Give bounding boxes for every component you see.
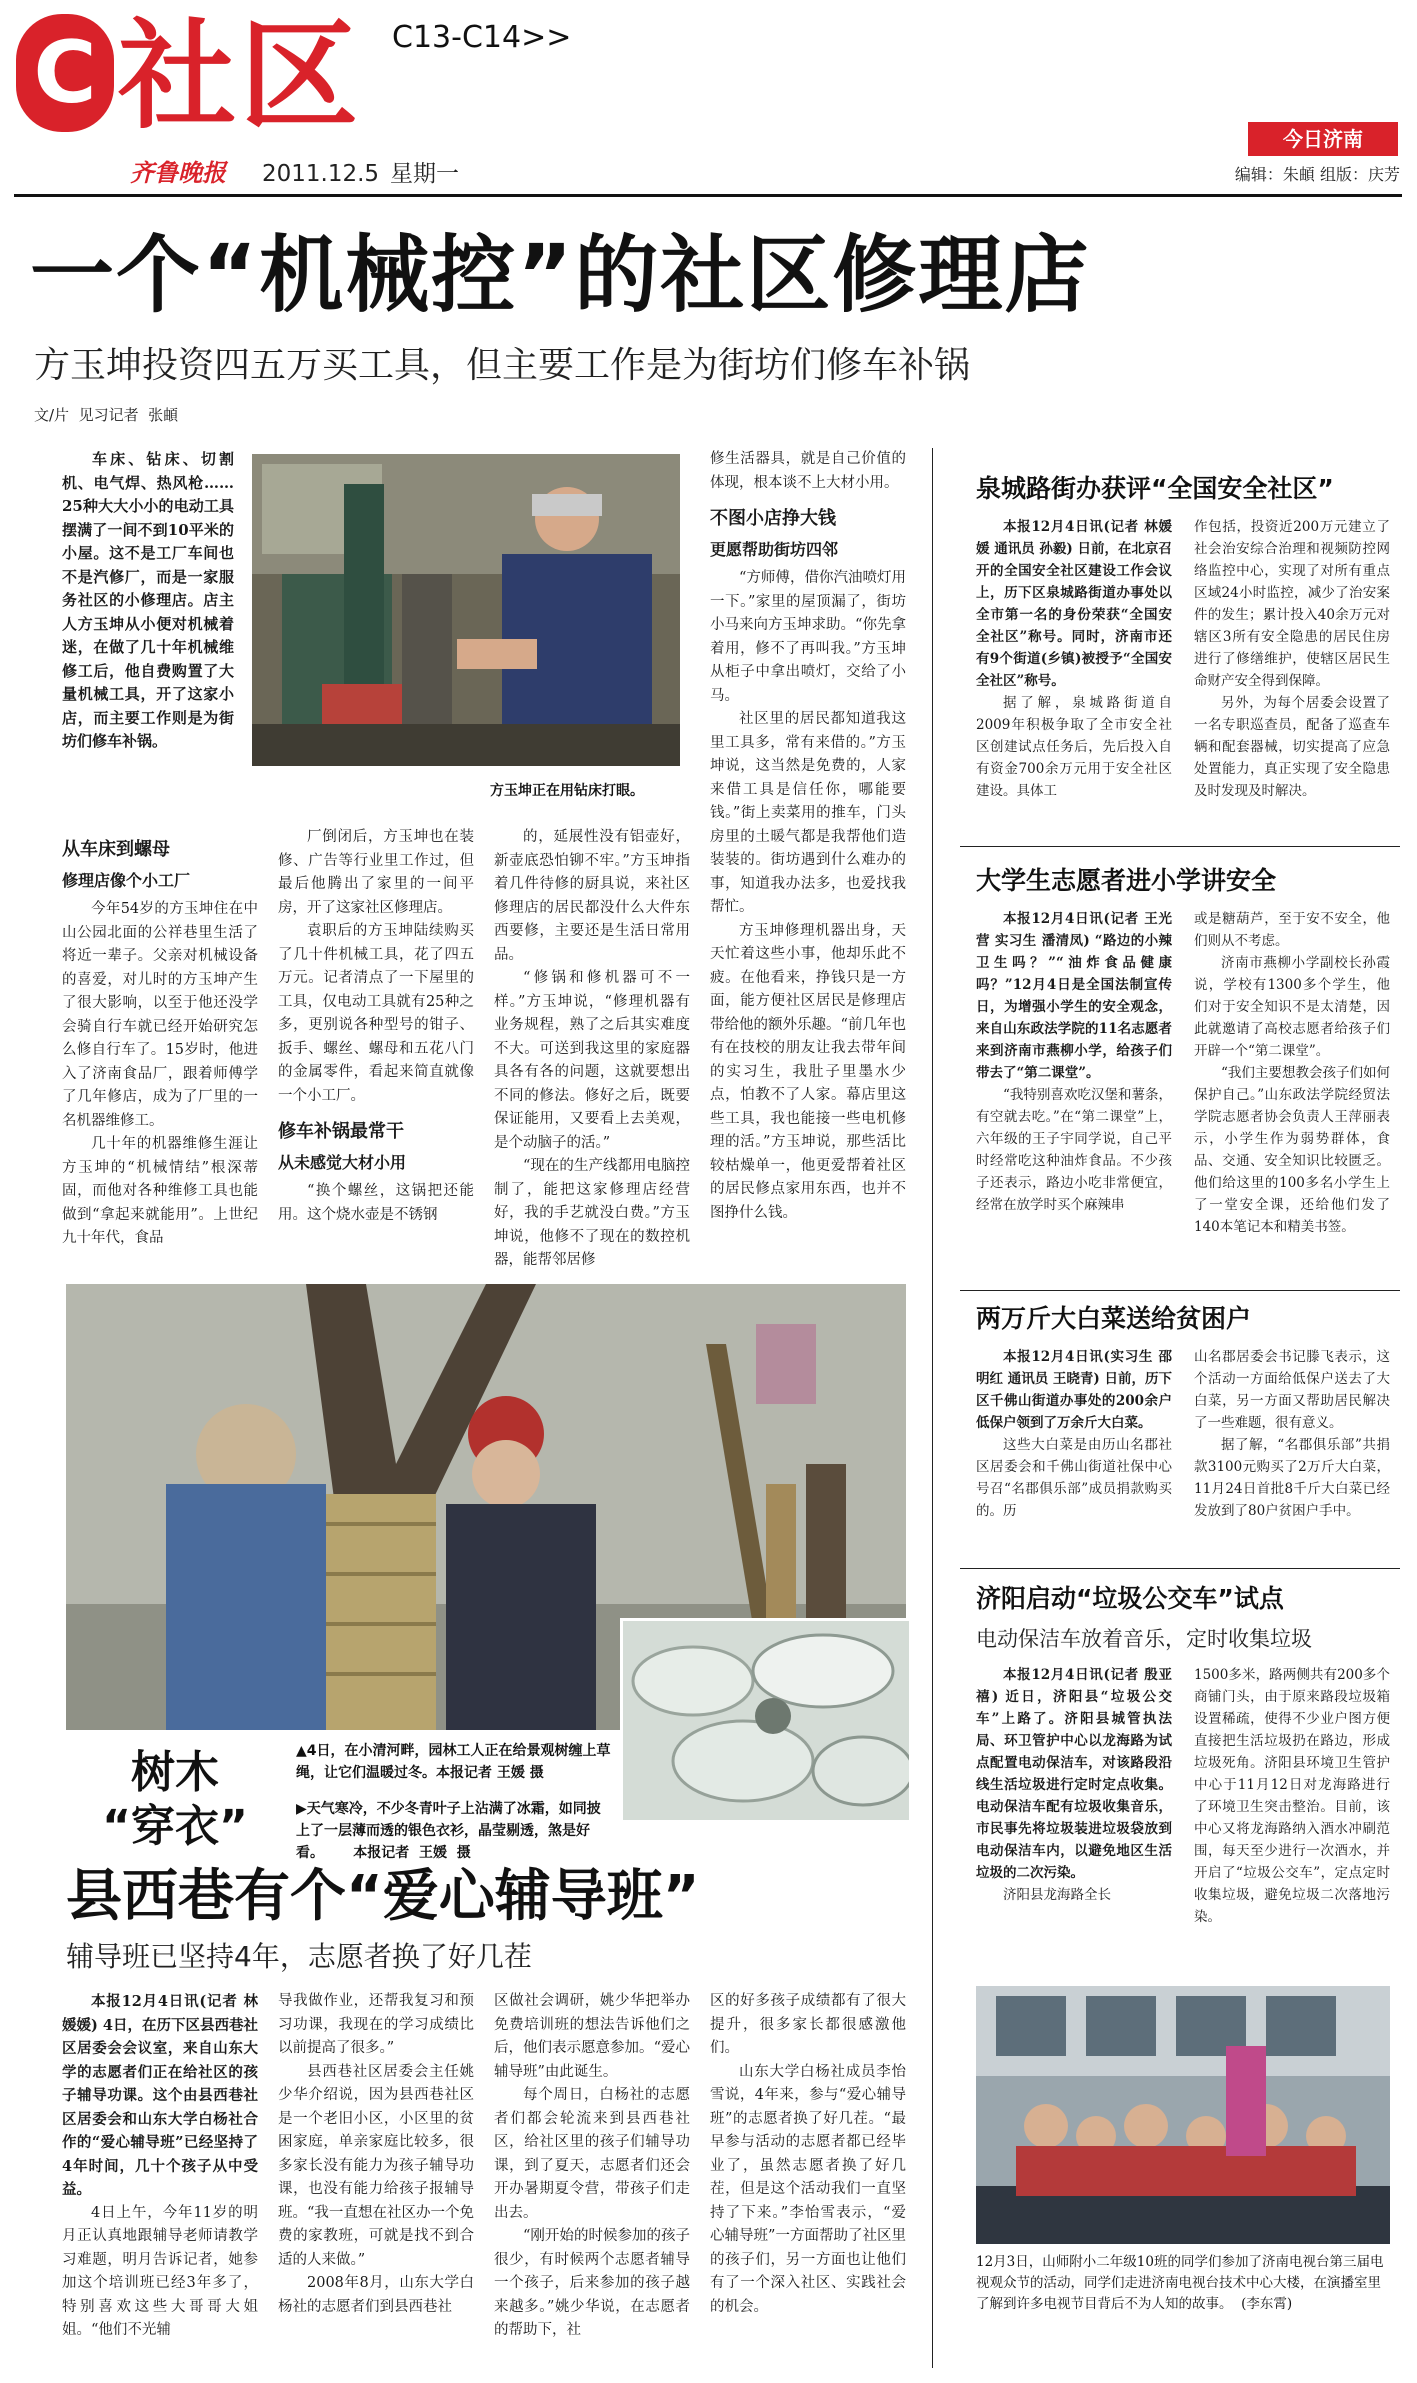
lead-intro [62, 448, 234, 818]
tutoring-col3-p3: “刚开始的时候参加的孩子很少，有时候两个志愿者辅导一个孩子，后来参加的孩子越来越多。”姚少华说，在志愿者的帮助下，社 [494, 2228, 690, 2338]
lead-section1-title: 从车床到螺母 [62, 839, 170, 860]
right-story2-headline: 大学生志愿者进小学讲安全 [976, 866, 1277, 895]
tree-feature-title [90, 1746, 260, 1854]
tutoring-col1-p2: 4日上午，今年11岁的明月正认真地跟辅导老师请教学习难题，明月告诉记者，她参加这个培训班已经3年多了，特别喜欢这些大哥哥大姐姐。“他们不光辅 [62, 2204, 258, 2338]
right-story4-col-b [1194, 1664, 1390, 1964]
right-story1-a-p2: 据了解，泉城路街道自2009年积极争取了全市安全社区创建试点任务后，先后投入自有资金700余万元用于安全社区建设。具体工 [976, 695, 1172, 799]
masthead-rule [14, 194, 1402, 197]
lead-col4-p2: “方师傅，借你汽油喷灯用一下。”家里的屋顶漏了，街坊小马来向方玉坤求助。“你先拿着用，修不了再叫我。”方玉坤从柜子中拿出喷灯，交给了小马。 [710, 570, 906, 704]
lead-col1-p1: 今年54岁的方玉坤住在中山公园北面的公祥巷里生活了将近一辈子。父亲对机械设备的喜爱，对儿时的方玉坤产生了很大影响，以至于他还没学会骑自行车就已经开始研究怎么修自行车了。15岁时，他进入了济南食品厂，跟着师傅学了几年修店，成为了厂里的一名机器维修工。 [62, 901, 258, 1129]
lead-section2-subtitle: 从未感觉大材小用 [278, 1153, 407, 1172]
page-range: C13-C14>> [392, 20, 572, 55]
right-story2-col-b [1194, 908, 1390, 1282]
frost-leaf-photo [620, 1618, 912, 1823]
tutoring-subhead: 辅导班已坚持4年，志愿者换了好几茬 [66, 1940, 532, 1973]
section-title: 社区 [118, 7, 363, 145]
lead-col-4 [710, 448, 906, 1296]
tutoring-col-3 [494, 1990, 690, 2368]
edition-badge: 今日济南 [1248, 122, 1398, 156]
lead-byline: 文/片 见习记者 张頔 [34, 406, 179, 424]
column-divider [932, 448, 933, 2368]
right-story4-a-p2: 济阳县龙海路全长 [1003, 1887, 1111, 1903]
right-story2-col-a [976, 908, 1172, 1282]
right-story3-col-a [976, 1346, 1172, 1542]
tree-title-line2: “穿衣” [102, 1801, 248, 1852]
right-story3-b-p1: 山名郡居委会书记滕飞表示，这个活动一方面给低保户送去了大白菜，另一方面又帮助居民解决了一些难题，很有意义。 [1194, 1349, 1390, 1431]
right-story1-b-p1: 作包括，投资近200万元建立了社会治安综合治理和视频防控网络监控中心，实现了对所有重点区域24小时监控，减少了治安案件的发生；累计投入40余万元对辖区3所有安全隐患的居民住房进行了修缮维护，使辖区居民生命财产安全得到保障。 [1194, 519, 1390, 689]
tree-title-line1: 树木 [131, 1747, 219, 1798]
right-story4-b-p1: 1500多米，路两侧共有200多个商铺门头，由于原来路段垃圾箱设置稀疏，使得不少业户图方便直接把生活垃圾扔在路边，形成垃圾死角。济阳县环境卫生管护中心于11月12日对龙海路进行了环境卫生突击整治。目前，该中心又将龙海路纳入酒水冲刷范围，每天至少进行一次酒水，并开启了“垃圾公交车”，定点定时收集垃圾，避免垃圾二次落地污染。 [1194, 1667, 1390, 1925]
right-story4-a-p1: 本报12月4日讯(记者 殷亚禧) 近日，济阳县“垃圾公交车”上路了。济阳县城管执法局、环卫管护中心以龙海路为试点配置电动保洁车，对该路段沿线生活垃圾进行定时定点收集。电动保洁车配有垃圾收集音乐，市民事先将垃圾装进垃圾袋放到电动保洁车内，以避免地区生活垃圾的二次污染。 [976, 1667, 1172, 1881]
right-rule-1 [960, 846, 1400, 847]
tutoring-col2-p2: 县西巷社区居委会主任姚少华介绍说，因为县西巷社区是一个老旧小区，小区里的贫困家庭，单亲家庭比较多，很多家长没有能力为孩子辅导功课，也没有能力给孩子报辅导班。“我一直想在社区办一个免费的家教班，可就是找不到合适的人来做。” [278, 2063, 474, 2268]
tutoring-col3-p1: 区做社会调研，姚少华把举办免费培训班的想法告诉他们之后，他们表示愿意参加。“爱心辅导班”由此诞生。 [494, 1993, 690, 2080]
tutoring-col-1 [62, 1990, 258, 2368]
lead-col3-p1: 的，延展性没有铝壶好，新壶底恐怕铆不牢。”方玉坤指着几件待修的厨具说，来社区修理店的居民都没什么大件东西要修，主要还是生活日常用品。 [494, 829, 690, 963]
lead-headline: 一个“机械控”的社区修理店 [30, 226, 1091, 324]
right-story2-a-p2: “我特别喜欢吃汉堡和薯条，有空就去吃。”在“第二课堂”上，六年级的王子宇同学说，自己平时经常吃这种油炸食品。不少孩子还表示，路边小吃非常便宜，经常在放学时买个麻辣串 [976, 1087, 1172, 1213]
right-story1-b-p2: 另外，为每个居委会设置了一名专职巡查员，配备了巡查车辆和配套器械，切实提高了应急处置能力，真正实现了安全隐患及时发现及时解决。 [1194, 695, 1390, 799]
right-story2-b-p3: “我们主要想教会孩子们如何保护自己。”山东政法学院经贸法学院志愿者协会负责人王萍丽表示，小学生作为弱势群体，食品、交通、安全知识比较匮乏。他们给这里的100多名小学生上了一堂安全课，还给他们发了140本笔记本和精美书签。 [1194, 1065, 1390, 1235]
tree-caption-2: ▶天气寒冷，不少冬青叶子上沾满了冰霜，如同披上了一层薄而透的银色衣衫，晶莹剔透，煞是好看。 本报记者 王媛 摄 [296, 1801, 601, 1861]
lead-section3-title: 不图小店挣大钱 [710, 508, 836, 529]
tutoring-col1-p1: 本报12月4日讯(记者 林媛媛) 4日，在历下区县西巷社区居委会会议室，来自山东大学的志愿者们正在给社区的孩子辅导功课。这个由县西巷社区居委会和山东大学白杨社合作的“爱心辅导班”已经坚持了4年时间，几十个孩子从中受益。 [62, 1993, 258, 2198]
right-story3-headline: 两万斤大白菜送给贫困户 [976, 1304, 1252, 1333]
tv-station-caption: 12月3日，山师附小二年级10班的同学们参加了济南电视台第三届电视观众节的活动，同学们走进济南电视台技术中心大楼，在演播室里了解到许多电视节目背后不为人知的故事。 (李东霄) [976, 2254, 1384, 2312]
frost-leaf-illustration [623, 1621, 912, 1823]
lead-section2-title: 修车补锅最常干 [278, 1121, 404, 1142]
tutoring-col4-p2: 山东大学白杨社成员李怡雪说，4年来，参与“爱心辅导班”的志愿者换了好几茬。“最早参与活动的志愿者都已经毕业了，虽然志愿者换了好几茬，但是这个活动我们一直坚持了下来。”李怡雪表示，“爱心辅导班”一方面帮助了社区里的孩子们，另一方面也让他们有了一个深入社区、实践社会的机会。 [710, 2063, 906, 2315]
right-story1-a-p1: 本报12月4日讯(记者 林媛媛 通讯员 孙毅) 日前，在北京召开的全国安全社区建设工作会议上，历下区泉城路街道办事处以全市第一名的身份荣获“全国安全社区”称号。同时，济南市还有9个街道(乡镇)被授予“全国安全社区”称号。 [976, 519, 1172, 689]
lead-col4-p3: 社区里的居民都知道我这里工具多，常有来借的。”方玉坤说，这当然是免费的，人家来借工具是信任你，哪能要钱。”街上卖菜用的推车，门头房里的土暖气都是我帮他们造装装的。街坊遇到什么难办的事，知道我办法多，也爱找我帮忙。 [710, 711, 906, 915]
tutoring-headline: 县西巷有个“爱心辅导班” [66, 1864, 700, 1929]
tutoring-col-4 [710, 1990, 906, 2368]
right-story3-b-p2: 据了解，“名郡俱乐部”共捐款3100元购买了2万斤大白菜，11月24日首批8千斤大白菜已经发放到了80户贫困户手中。 [1194, 1437, 1390, 1519]
lead-subhead: 方玉坤投资四五万买工具，但主要工作是为街坊们修车补锅 [34, 345, 971, 386]
paper-name: 齐鲁晚报 [130, 158, 226, 187]
tutoring-col-2 [278, 1990, 474, 2368]
editor-line: 编辑：朱頔 组版：庆芳 [1234, 165, 1400, 184]
issue-date: 2011.12.5 [262, 161, 380, 187]
right-rule-2 [960, 1290, 1400, 1291]
lead-col4-p4: 方玉坤修理机器出身，天天忙着这些小事，他却乐此不疲。在他看来，挣钱只是一方面，能方便社区居民是修理店带给他的额外乐趣。“前几年也有在技校的朋友让我去带年间的实习生，我肚子里墨水少点，怕教不了人家。幕店里这些工具，我也能接一些电机修理的活。”方玉坤说，那些活比较枯燥单一，他更爱帮着社区的居民修点家用东西，也并不图挣什么钱。 [710, 922, 906, 1221]
drill-photo-illustration [252, 454, 680, 766]
issue-weekday: 星期一 [390, 161, 459, 187]
lead-col3-p3: “现在的生产线都用电脑控制了，能把这家修理店经营好，我的手艺就没白费。”方玉坤说，他修不了现在的数控机器，能帮邻居修 [494, 1158, 690, 1268]
tv-station-illustration [976, 1986, 1390, 2244]
right-story3-a-p2: 这些大白菜是由历山名郡社区居委会和千佛山街道社保中心号召“名郡俱乐部”成员捐款购买的。历 [976, 1437, 1172, 1519]
right-story2-a-p1: 本报12月4日讯(记者 王光营 实习生 潘清凤) “路边的小辣卫生吗？”“油炸食品健康吗？”12月4日是全国法制宣传日，为增强小学生的安全观念，来自山东政法学院的11名志愿者来到济南市燕柳小学，给孩子们带去了“第二课堂”。 [976, 911, 1172, 1081]
right-story1-headline: 泉城路街办获评“全国安全社区” [976, 474, 1334, 503]
lead-col3-p2: “修锅和修机器可不一样。”方玉坤说，“修理机器有业务规程，熟了之后其实难度不大。可送到我这里的家庭器具各有各的问题，这就要想出不同的修法。修好之后，既要保证能用，又要看上去美观，是个动脑子的活。” [494, 970, 690, 1151]
lead-photo-caption: 方玉坤正在用钻床打眼。 [490, 783, 644, 799]
tutoring-col2-p1: 导我做作业，还帮我复习和预习功课，我现在的学习成绩比以前提高了很多。” [278, 1993, 474, 2056]
lead-section1-subtitle: 修理店像个小工厂 [62, 871, 191, 890]
lead-section3-subtitle: 更愿帮助街坊四邻 [710, 540, 839, 559]
tutoring-col2-p3: 2008年8月，山东大学白杨社的志愿者们到县西巷社 [278, 2275, 474, 2315]
right-story3-a-p1: 本报12月4日讯(实习生 邵明红 通讯员 王晓青) 日前，历下区千佛山街道办事处的200余户低保户领到了万余斤大白菜。 [976, 1349, 1172, 1431]
tv-station-photo [976, 1986, 1390, 2244]
right-story2-b-p1: 或是糖葫芦，至于安不安全，他们则从不考虑。 [1194, 911, 1390, 949]
lead-col-2 [278, 826, 474, 1296]
lead-col4-p1: 修生活器具，就是自己价值的体现，根本谈不上大材小用。 [710, 451, 906, 491]
logo-letter: C [33, 23, 97, 123]
tutoring-col4-p1: 区的好多孩子成绩都有了很大提升，很多家长都很感激他们。 [710, 1993, 906, 2056]
lead-intro-text: 车床、钻床、切割机、电气焊、热风枪……25种大大小小的电动工具摆满了一间不到10平米的小屋。这不是工厂车间也不是汽修厂，而是一家服务社区的小修理店。店主人方玉坤从小便对机械着迷，在做了几十年机械维修工后，他自费购置了大量机械工具，开了这家小店，而主要工作则是为街坊们修车补锅。 [62, 450, 234, 750]
right-rule-3 [960, 1568, 1400, 1569]
right-story3-col-b [1194, 1346, 1390, 1542]
right-story1-col-b [1194, 516, 1390, 836]
right-story4-headline: 济阳启动“垃圾公交车”试点 [976, 1584, 1284, 1613]
lead-col-1 [62, 826, 258, 1296]
right-story1-col-a [976, 516, 1172, 836]
right-story4-col-a [976, 1664, 1172, 1964]
tree-caption-1: ▲4日，在小清河畔，园林工人正在给景观树缠上草绳，让它们温暖过冬。本报记者 王媛 摄 [296, 1743, 611, 1781]
lead-col-3 [494, 826, 690, 1296]
lead-col2-p2: 袁职后的方玉坤陆续购买了几十件机械工具，花了四五万元。记者清点了一下屋里的工具，仅电动工具就有25种之多，更别说各种型号的钳子、扳手、螺丝、螺母和五花八门的金属零件，看起来简直就像一个小工厂。 [278, 923, 474, 1104]
lead-col2-p1: 厂倒闭后，方玉坤也在装修、广告等行业里工作过，但最后他腾出了家里的一间平房，开了这家社区修理店。 [278, 829, 474, 916]
right-story2-b-p2: 济南市燕柳小学副校长孙霞说，学校有1300多个学生，他们对于安全知识不是太清楚，因此就邀请了高校志愿者给孩子们开辟一个“第二课堂”。 [1194, 955, 1390, 1059]
lead-photo-drill [252, 454, 680, 766]
right-story4-subhead: 电动保洁车放着音乐，定时收集垃圾 [976, 1627, 1312, 1651]
lead-col1-p2: 几十年的机器维修生涯让方玉坤的“机械情结”根深蒂固，而他对各种维修工具也能做到“拿起来就能用”。上世纪九十年代，食品 [62, 1136, 258, 1246]
lead-col2-p3: “换个螺丝，这锅把还能用。这个烧水壶是不锈钢 [278, 1183, 474, 1223]
masthead [0, 0, 1417, 200]
tutoring-col3-p2: 每个周日，白杨社的志愿者们都会轮流来到县西巷社区，给社区里的孩子们辅导功课，到了夏天，志愿者们还会开办暑期夏令营，带孩子们走出去。 [494, 2087, 690, 2221]
